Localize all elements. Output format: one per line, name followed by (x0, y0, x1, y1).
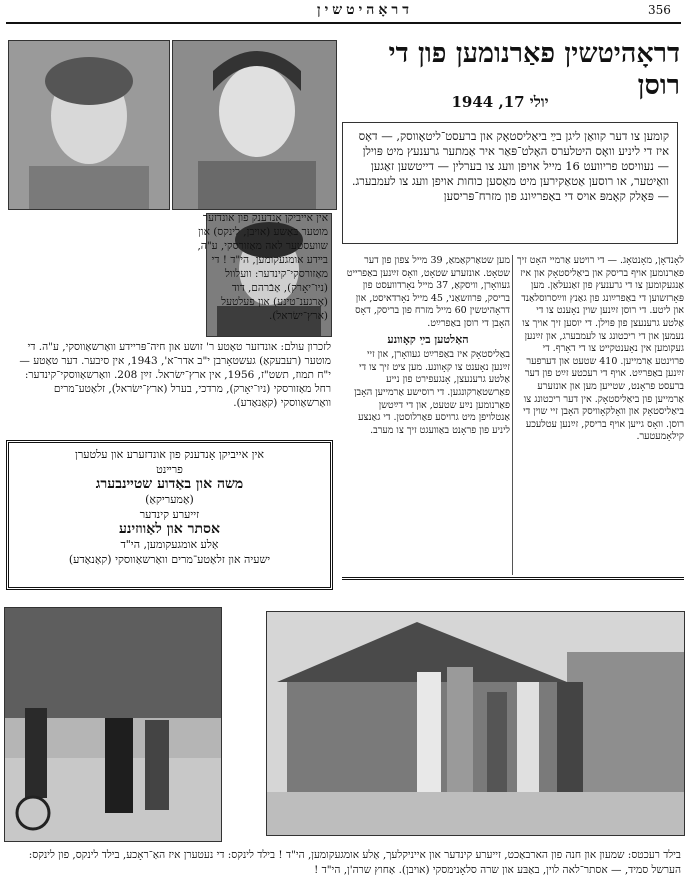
col-left-body: באַליסטאָק איז באַפרײַט געוואָרן, און זיי זײַנען נאָענט צו קאָוונע. מען ציט זיך צו די אַלטע גרענעצן, אָנגעפירט פון נייע פאַרשטאַרקונגען. די רוסישע אַרמייען האָבן פאַרנומען נײַע שטעט, און די דײַטשן אַנטלויפן מיט גרויסע פאַרלוסטן. די גאַנצע ליניע פון פראָנט באַוועגט זיך צו מערב. (354, 349, 510, 436)
mem-line4: אַלע אומגעקומען, הי"ד (120, 538, 219, 551)
page-number: 356 (648, 3, 671, 17)
mem-name2: אסתר און לאַווזינע (118, 521, 220, 537)
col-left-top: מען שטאַרקאַמאַ, 39 מייל צפון פון דער שטאָט. אונזערע שטאָט, וואָס זײַנען באַפרייט געוואָרן, וויסקאַ, 37 מייל נאָרדוועסט פון בריסק, פּרוזשאַני, 45 מייל נאָרדאיסט, און דראָהיטשין 60 מייל מזרח פון בריסק, דאָס האָבן די רוסן באַפרײַט. (346, 255, 510, 329)
mem-loc1: (אַמעריקאַ) (145, 493, 194, 506)
bottom-photo-caption: בילד רעכטס: שמעון און חנה פון הארבאַכט, זייערע קינדער און אייניקלעך, אַלע אומגעקומען, הי"ד ! בילד לינקס: די נעטערן איז האַ־ראָכע, בילד לינקס, פון לינקס: הערשל סמיד, — אסתר־לאה לוין, באַבּע און שרה סלאָנימסקי (אויבן). אַחוץ שרה'ן, הי"ד ! (28, 849, 681, 876)
article-column-right: לאָנדאָן, מאָנטאָג. — די רויטע אַרמיי האָט זיך פאַרנומען אויף בריסק און ביאַליסטאָק און איז אַנגעקומען צו די גרענעץ פון זאַנעלאַן. מען פּאָרזשוען די באַפרײַונג פון גאַנץ ווײַסרוסלאַנד און ליטע. די רוסן זײַנען שוין נאָענט צו די אַלטע גרענעצן פון פּוילן. די יוסען זיך אויך צו נעמען און די ריכטונג צו לעמבערג, און זײַנען געקומען אין נאָענטקייט צו די דאָרף. די פרוינטע אַרמייען. 410 שטעט און דערפער זײַנען באַפרײַט. אויף די רעכטע זײַט פון דער ברעסט פראָנט, שטייען מען און אונזערע אַרמייען פון ביאַליסטאָק. אין דער ריכטונג צו ביאַליסטאָק און וואָלקאָוויסק האָבן זיי שוין די רוסן. וואָס גייען אויף בריסק, זײַנען עטלעכע קילאָמעטער. (516, 255, 684, 443)
article-date: יולי 17, 1944 (451, 93, 549, 111)
mem-name1: משה און באַדוע שטיינבערג (95, 476, 244, 492)
mem-signature: ישעיה און זלאַטע־מרים וואַרשאַווסקי (קאַנאַדע) (68, 553, 271, 566)
photo-street-group (4, 607, 222, 842)
column-divider (512, 255, 513, 575)
memorial-box (6, 440, 333, 590)
mem-line2: פרײנט (156, 463, 183, 476)
article-end-rule (342, 577, 684, 580)
photo-sister (172, 40, 337, 210)
article-column-left (346, 255, 510, 437)
mem-line1: אין אייביקן אָנדענק פון אונדזערע און עלטערן (75, 448, 264, 461)
photo-family-house (266, 611, 685, 836)
memorial-text: לזכרון עולם: אונדזער טאַטע ר' זושע און חיה־פּריידע וואַרשאַווסקי, ע"ה. די מוטער (רעבעקאַ) געשטאָרבן י"ב אדר־א', 1943, אין סיבער. דער טאַטע — י"ח תמוז, תשט"ז, 1956, אין ארץ־ישׂראל. זײַן 208. וואַרשאַווסקי־קינדער: רחל מאַזורסקי (ניו־יאָרק), מרדכי, בערל (ארץ־ישׂראל), זלאַטע־מרים וואַרשאַווסקי (קאַנאַדע). (19, 341, 331, 409)
photo-mother (8, 40, 170, 210)
mem-line3: זייערע קינדער (139, 508, 200, 521)
portrait-caption: אין אייביקן אָנדענק פון אונדזער מוטער בּאַשע (אויבן, לינקס) און שוועסטער לאה מאַזורסקי, ע"ה, בײדע אומגעקומען, הי"ד ! די מאַזורסקי־קינדער: וועלוול (ניו־יאָרק), אַבֿרהם, דוד (אַרגענ־טינע) און פעלטעל (ארץ־ישׂראל). (197, 212, 328, 322)
article-intro-box: קומען צו דער קוואַן ליגן בײַ ביאַליסטאָק און ברעסט־ליטאָווסק, — דאָס איז די ליניע וואָס היטלערס האָלט־פּאַר איר אַמתער גרענעץ מיט פּוילן — נעוויסט פריוועט 16 מייל אויפן וועג צו בערלין — דייטשען זאַגען וואַיטער, או רוסען אַטאַקירען מיט מאַסען כוחות אויפן וועג צו לעמבערג. — פּאָלק קאָמפּ אויס די באַפרײַונג פון מזרח־פּריסען (342, 122, 678, 244)
col-left-subhead: האַלטען בײַ קאָוונע (387, 332, 469, 346)
article-headline: דראָהיטשין פאַרנומען פון די רוסן (388, 38, 680, 101)
running-title: דראָהיטשין (317, 2, 413, 18)
header-rule (6, 22, 681, 24)
